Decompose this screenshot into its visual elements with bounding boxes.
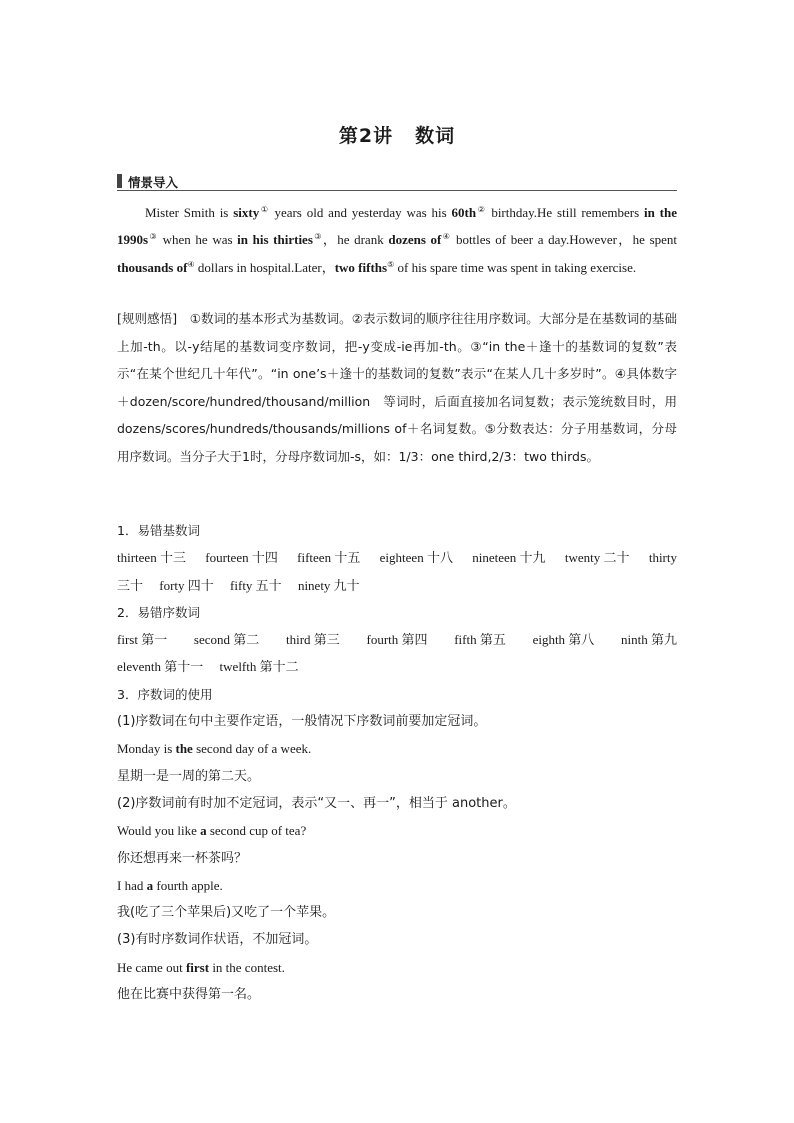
page-title bbox=[117, 121, 677, 148]
list-item: fifth 第五 bbox=[454, 632, 506, 648]
section-header-bar bbox=[117, 172, 677, 191]
list-item: second 第二 bbox=[193, 632, 260, 648]
rules-insight bbox=[117, 305, 677, 470]
lesson-topic: 数词 bbox=[415, 125, 456, 147]
section-marker-icon bbox=[117, 174, 122, 188]
intro-passage: Mister Smith is sixty① years old and yesterday was his 60th② birthday.He still remembers in the 1990s③ when he was in his thirties③，he drank dozens of④ bottles of beer a day.However，he spent thousands of④ dollars in hospital.Later，two fifths⑤ of his spare time was spent in taking exercise. bbox=[117, 205, 678, 275]
section-heading-usage: 3．序数词的使用 bbox=[117, 686, 213, 702]
list-item: fourteen 十四 bbox=[205, 550, 278, 566]
example-3: I had a fourth apple. bbox=[117, 877, 223, 893]
list-item: fifteen 十五 bbox=[297, 550, 361, 566]
list-item: 三十 bbox=[117, 577, 144, 593]
cardinal-word-list bbox=[117, 544, 677, 571]
list-item: thirteen 十三 bbox=[117, 550, 186, 566]
example-4: He came out first in the contest. bbox=[117, 959, 285, 975]
list-item: twelfth 第十二 bbox=[219, 659, 299, 675]
example-2-translation: 你还想再来一杯茶吗？ bbox=[117, 850, 248, 866]
list-item: third 第三 bbox=[285, 632, 340, 648]
list-item: forty 四十 bbox=[159, 577, 214, 593]
section-heading-ordinal: 2．易错序数词 bbox=[117, 604, 200, 620]
example-3-translation: 我(吃了三个苹果后)又吃了一个苹果。 bbox=[117, 905, 336, 921]
list-item: eighth 第八 bbox=[532, 632, 595, 648]
usage-rule-2: (2)序数词前有时加不定冠词，表示“又一、再一”，相当于 another。 bbox=[117, 795, 516, 811]
example-4-translation: 他在比赛中获得第一名。 bbox=[117, 987, 261, 1003]
list-item: thirty bbox=[648, 550, 677, 566]
ordinal-word-list bbox=[117, 626, 677, 653]
section-heading-cardinal: 1．易错基数词 bbox=[117, 523, 200, 538]
rules-text: [规则感悟] ①数词的基本形式为基数词。②表示数词的顺序往往用序数词。大部分是在基数词的基础上加-th。以-y结尾的基数词变序数词，把-y变成-ie再加-th。③“in the＋逢十的基数词的复数”表示“在某个世纪几十年代”。“in one’s＋逢十的基数词的复数”表示“在某人几十多岁时”。④具体数字＋dozen/score/hundred/thousand/million 等词时，后面直接加名词复数；表示笼统数目时，用 dozens/scores/hundreds/thousands/millions of＋名词复数。⑤分数表达：分子用基数词，分母用序数词。当分子大于1时，分母序数词加-s，如：1/3：one third,2/3：two thirds。 bbox=[117, 311, 677, 464]
cardinal-word-list-cont bbox=[117, 572, 677, 599]
section-label: 情景导入 bbox=[128, 175, 179, 190]
list-item: nineteen 十九 bbox=[472, 550, 546, 566]
lesson-number: 第2讲 bbox=[338, 125, 394, 147]
main-content bbox=[117, 517, 677, 1008]
list-item: ninth 第九 bbox=[621, 632, 677, 648]
list-item: ninety 九十 bbox=[297, 577, 360, 593]
list-item: first 第一 bbox=[117, 632, 168, 648]
list-item: twenty 二十 bbox=[564, 550, 630, 566]
list-item: eighteen 十八 bbox=[379, 550, 453, 566]
list-item: fourth 第四 bbox=[366, 632, 428, 648]
list-item: fifty 五十 bbox=[230, 577, 282, 593]
ordinal-word-list-cont bbox=[117, 653, 677, 680]
example-1: Monday is the second day of a week. bbox=[117, 741, 312, 757]
usage-rule-3: (3)有时序数词作状语，不加冠词。 bbox=[117, 932, 318, 948]
usage-rule-1: (1)序数词在句中主要作定语，一般情况下序数词前要加定冠词。 bbox=[117, 714, 487, 730]
list-item: eleventh 第十一 bbox=[117, 659, 204, 675]
example-2: Would you like a second cup of tea? bbox=[117, 823, 307, 839]
example-1-translation: 星期一是一周的第二天。 bbox=[117, 768, 261, 784]
